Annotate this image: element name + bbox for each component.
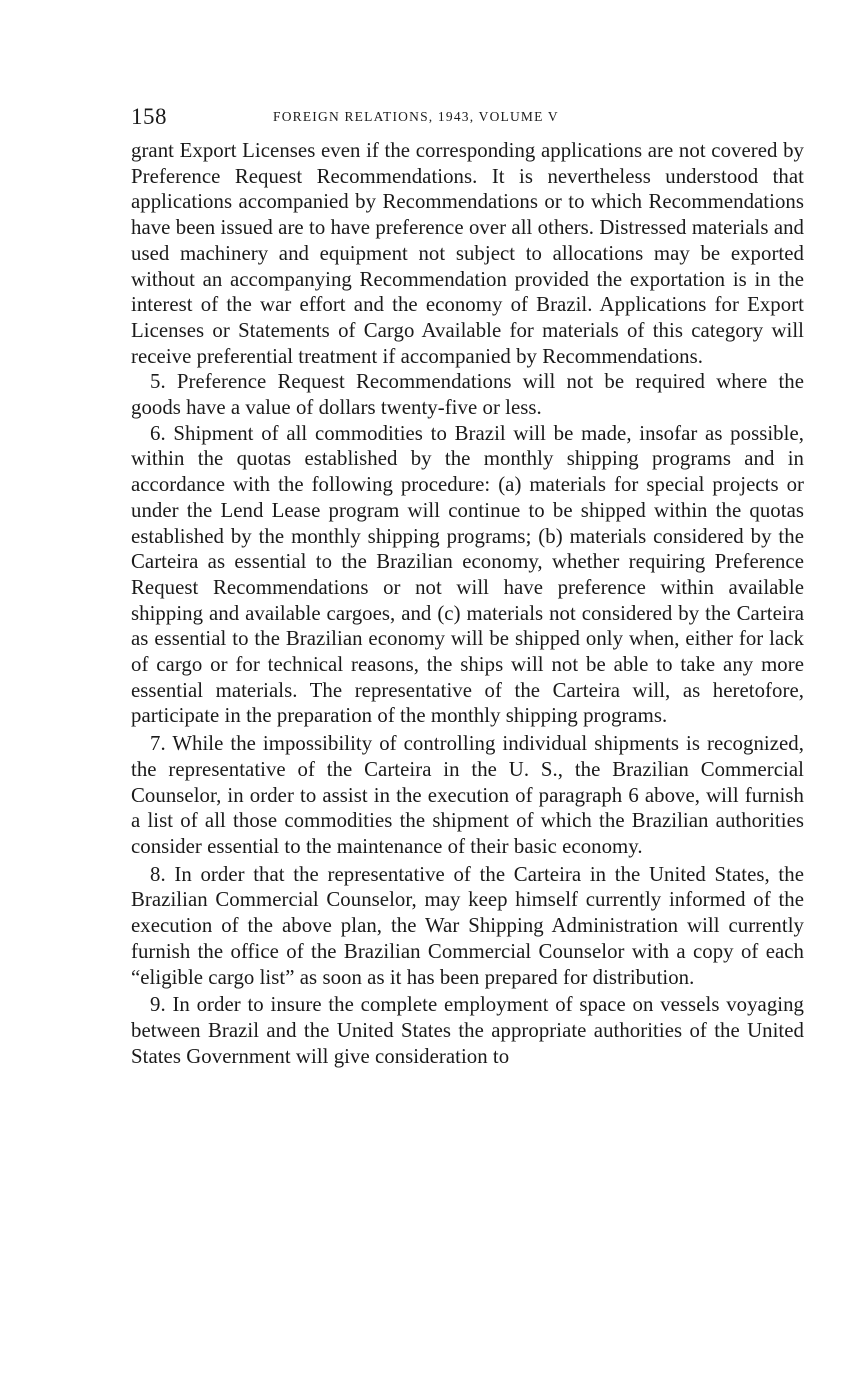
document-page <box>131 104 804 1069</box>
running-header <box>131 104 804 132</box>
page-number: 158 <box>131 104 167 129</box>
paragraph-5: 5. Preference Request Recommendations will not be required where the goods have a value of dollars twenty-five or less. <box>131 370 804 420</box>
paragraph-7: 7. While the impossibility of controlling individual shipments is recognized, the representative of the Carteira in the U. S., the Brazilian Commercial Counselor, in order to assist in the execution of paragraph 6 above, will furnish a list of all those commodities the shipment of which the Brazilian authorities consider essential to the maintenance of their basic economy. <box>131 732 804 858</box>
paragraph-9: 9. In order to insure the complete employment of space on vessels voyaging between Brazil and the United States the appropriate authorities of the United States Government will give consideration to <box>131 993 804 1068</box>
paragraph-8: 8. In order that the representative of the Carteira in the United States, the Brazilian Commercial Counselor, may keep himself currently informed of the execution of the above plan, the War Shipping Administration will currently furnish the office of the Brazilian Commercial Counselor with a copy of each “eligible cargo list” as soon as it has been prepared for distribution. <box>131 862 804 989</box>
paragraph-6: 6. Shipment of all commodities to Brazil will be made, insofar as possible, within the quotas established by the monthly shipping programs and in accordance with the following procedure: (a) materials for special projects or under the Lend Lease program will continue to be shipped within the quotas established by the monthly shipping programs; (b) materials considered by the Carteira as essential to the Brazilian economy, whether requiring Preference Request Recommendations or not will have preference within available shipping and available cargoes, and (c) materials not considered by the Carteira as essential to the Brazilian economy will be shipped only when, either for lack of cargo or for technical reasons, the ships will not be able to take any more essential materials. The representative of the Carteira will, as heretofore, participate in the preparation of the monthly shipping programs. <box>131 421 804 728</box>
body-text <box>131 138 804 1069</box>
running-title: FOREIGN RELATIONS, 1943, VOLUME V <box>273 109 559 124</box>
paragraph-continued: grant Export Licenses even if the corresponding applications are not covered by Preference Request Recommendations. It is nevertheless understood that applications accompanied by Recommendations or to which Recommendations have been issued are to have preference over all others. Distressed materials and used machinery and equipment not subject to allocations may be exported without an accompanying Recommendation provided the exportation is in the interest of the war effort and the economy of Brazil. Applications for Export Licenses or Statements of Cargo Available for materials of this category will receive preferential treatment if accompanied by Recommendations. <box>131 139 804 368</box>
